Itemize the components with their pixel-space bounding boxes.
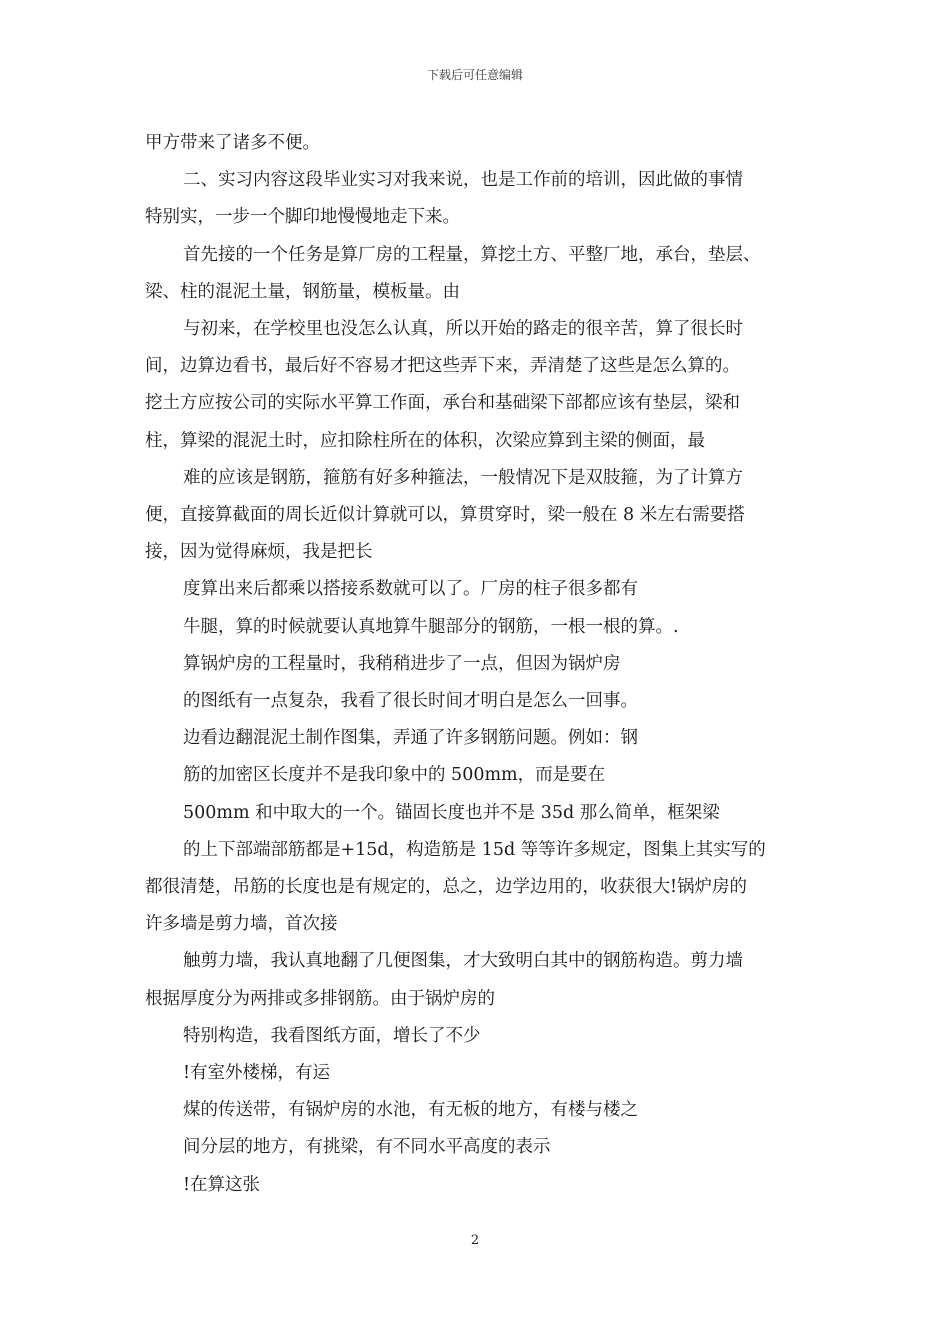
body-line: 根据厚度分为两排或多排钢筋。由于锅炉房的	[145, 988, 495, 1009]
body-line: 触剪力墙，我认真地翻了几便图集，才大致明白其中的钢筋构造。剪力墙	[183, 951, 743, 972]
body-line: 边看边翻混泥土制作图集，弄通了许多钢筋问题。例如：钢	[183, 728, 638, 749]
body-line: 的图纸有一点复杂，我看了很长时间才明白是怎么一回事。	[183, 691, 638, 712]
body-line: 许多墙是剪力墙，首次接	[145, 914, 338, 935]
body-line: 柱，算梁的混泥土时，应扣除柱所在的体积，次梁应算到主梁的侧面，最	[145, 430, 705, 451]
body-line: 难的应该是钢筋，箍筋有好多种箍法，一般情况下是双肢箍，为了计算方	[183, 467, 743, 488]
body-line: 挖土方应按公司的实际水平算工作面，承台和基础梁下部都应该有垫层，梁和	[145, 393, 740, 414]
body-line: 筋的加密区长度并不是我印象中的 500mm，而是要在	[183, 765, 606, 786]
body-line: 间分层的地方，有挑梁，有不同水平高度的表示	[183, 1137, 551, 1158]
body-line: 算锅炉房的工程量时，我稍稍进步了一点，但因为锅炉房	[183, 653, 621, 674]
page-number: 2	[470, 1233, 480, 1248]
page-header-note: 下载后可任意编辑	[426, 68, 523, 82]
body-line: 与初来，在学校里也没怎么认真，所以开始的路走的很辛苦，算了很长时	[183, 319, 743, 340]
body-line: 特别实，一步一个脚印地慢慢地走下来。	[145, 207, 460, 228]
body-line: 度算出来后都乘以搭接系数就可以了。厂房的柱子很多都有	[183, 579, 638, 600]
body-line: 特别构造，我看图纸方面，增长了不少	[183, 1025, 481, 1046]
body-line: 牛腿，算的时候就要认真地算牛腿部分的钢筋，一根一根的算。.	[183, 616, 679, 637]
body-line: 首先接的一个任务是算厂房的工程量，算挖土方、平整厂地，承台，垫层、	[183, 244, 761, 265]
body-line: 梁、柱的混泥土量，钢筋量，模板量。由	[145, 281, 460, 302]
body-line: !在算这张	[183, 1174, 261, 1195]
body-line: 接，因为觉得麻烦，我是把长	[145, 542, 373, 563]
body-line: 间，边算边看书，最后好不容易才把这些弄下来，弄清楚了这些是怎么算的。	[145, 356, 740, 377]
body-line: 便，直接算截面的周长近似计算就可以，算贯穿时，梁一般在 8 米左右需要搭	[145, 505, 745, 526]
body-line: !有室外楼梯，有运	[183, 1063, 331, 1084]
body-line: 甲方带来了诸多不便。	[145, 133, 320, 153]
body-line: 500mm 和中取大的一个。锚固长度也并不是 35d 那么简单，框架梁	[183, 802, 720, 823]
body-line: 煤的传送带，有锅炉房的水池，有无板的地方，有楼与楼之	[183, 1100, 638, 1121]
document-body	[145, 125, 815, 1204]
body-line: 二、实习内容这段毕业实习对我来说，也是工作前的培训，因此做的事情	[183, 170, 743, 191]
body-line: 都很清楚，吊筋的长度也是有规定的，总之，边学边用的，收获很大!锅炉房的	[145, 877, 748, 898]
body-line: 的上下部端部筋都是+15d，构造筋是 15d 等等许多规定，图集上其实写的	[183, 839, 766, 860]
